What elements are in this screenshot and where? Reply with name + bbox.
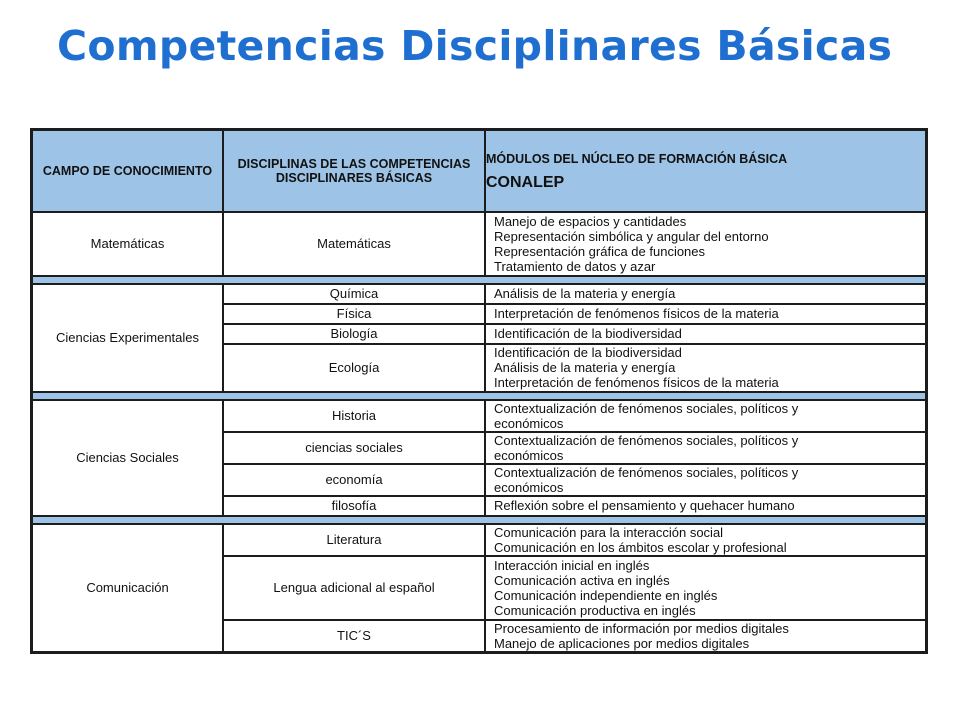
campo-cell: Comunicación bbox=[32, 524, 224, 653]
modulos-cell bbox=[485, 304, 927, 324]
table-row bbox=[32, 284, 927, 304]
modulo-item: Reflexión sobre el pensamiento y quehacer humano bbox=[494, 498, 795, 513]
modulos-cell bbox=[485, 344, 927, 392]
disciplina-cell: Historia bbox=[223, 400, 485, 432]
table-row bbox=[32, 212, 927, 276]
disciplina-cell: Ecología bbox=[223, 344, 485, 392]
modulos-cell bbox=[485, 464, 927, 496]
modulo-item: Comunicación para la interacción social bbox=[494, 524, 724, 540]
group-separator bbox=[32, 516, 927, 524]
modulo-item: Procesamiento de información por medios digitales bbox=[494, 620, 789, 636]
modulos-cell bbox=[485, 212, 927, 276]
modulo-item: Manejo de espacios y cantidades bbox=[494, 213, 687, 229]
disciplina-cell: TIC´S bbox=[223, 620, 485, 653]
disciplina-cell: Física bbox=[223, 304, 485, 324]
modulo-item: Tratamiento de datos y azar bbox=[494, 258, 656, 274]
disciplina-cell: Literatura bbox=[223, 524, 485, 556]
modulos-cell bbox=[485, 284, 927, 304]
modulo-item: Manejo de aplicaciones por medios digitales bbox=[494, 635, 750, 651]
modulos-cell bbox=[485, 620, 927, 653]
modulo-item: Representación simbólica y angular del entorno bbox=[494, 228, 769, 244]
modulo-item: Contextualización de fenómenos sociales, políticos y bbox=[494, 400, 799, 416]
modulo-item: Comunicación activa en inglés bbox=[494, 572, 670, 588]
disciplina-cell: Química bbox=[223, 284, 485, 304]
modulo-item: económicos bbox=[494, 479, 564, 495]
modulo-item: Contextualización de fenómenos sociales, políticos y bbox=[494, 432, 799, 448]
modulo-item: Identificación de la biodiversidad bbox=[494, 326, 682, 341]
modulo-item: Contextualización de fenómenos sociales, políticos y bbox=[494, 464, 799, 480]
separator-cell bbox=[32, 392, 927, 400]
modulo-item: Comunicación productiva en inglés bbox=[494, 602, 696, 618]
modulo-item: económicos bbox=[494, 415, 564, 431]
group-separator bbox=[32, 392, 927, 400]
header-modulos-label: MÓDULOS DEL NÚCLEO DE FORMACIÓN BÁSICA bbox=[486, 151, 788, 166]
modulos-cell bbox=[485, 496, 927, 516]
group-separator bbox=[32, 276, 927, 284]
modulo-item: Interacción inicial en inglés bbox=[494, 557, 650, 573]
header-campo: CAMPO DE CONOCIMIENTO bbox=[32, 130, 224, 212]
modulo-item: Comunicación independiente en inglés bbox=[494, 587, 718, 603]
page-title: Competencias Disciplinares Básicas bbox=[57, 22, 893, 70]
modulo-item: Interpretación de fenómenos físicos de la materia bbox=[494, 375, 779, 390]
modulo-item: Comunicación en los ámbitos escolar y profesional bbox=[494, 539, 787, 555]
disciplina-cell: filosofía bbox=[223, 496, 485, 516]
modulos-cell bbox=[485, 324, 927, 344]
separator-cell bbox=[32, 276, 927, 284]
header-disciplinas: DISCIPLINAS DE LAS COMPETENCIAS DISCIPLINARES BÁSICAS bbox=[223, 130, 485, 212]
separator-cell bbox=[32, 516, 927, 524]
modulo-item: Representación gráfica de funciones bbox=[494, 243, 706, 259]
modulo-item: Interpretación de fenómenos físicos de la materia bbox=[494, 306, 779, 321]
campo-cell: Matemáticas bbox=[32, 212, 224, 276]
competencias-table bbox=[30, 128, 928, 654]
header-conalep: CONALEP bbox=[486, 173, 565, 191]
table-row bbox=[32, 400, 927, 432]
campo-cell: Ciencias Experimentales bbox=[32, 284, 224, 392]
header-modulos bbox=[485, 130, 927, 212]
modulos-cell bbox=[485, 400, 927, 432]
competencias-table-container bbox=[30, 128, 928, 654]
modulo-item: Identificación de la biodiversidad bbox=[494, 345, 682, 360]
disciplina-cell: Biología bbox=[223, 324, 485, 344]
modulo-item: Análisis de la materia y energía bbox=[494, 360, 676, 375]
table-body bbox=[32, 212, 927, 653]
campo-cell: Ciencias Sociales bbox=[32, 400, 224, 516]
table-row bbox=[32, 524, 927, 556]
disciplina-cell: Matemáticas bbox=[223, 212, 485, 276]
modulos-cell bbox=[485, 432, 927, 464]
modulos-cell bbox=[485, 524, 927, 556]
header-row bbox=[32, 130, 927, 212]
disciplina-cell: economía bbox=[223, 464, 485, 496]
modulo-item: económicos bbox=[494, 447, 564, 463]
disciplina-cell: Lengua adicional al español bbox=[223, 556, 485, 620]
modulos-cell bbox=[485, 556, 927, 620]
modulo-item: Análisis de la materia y energía bbox=[494, 286, 676, 301]
disciplina-cell: ciencias sociales bbox=[223, 432, 485, 464]
